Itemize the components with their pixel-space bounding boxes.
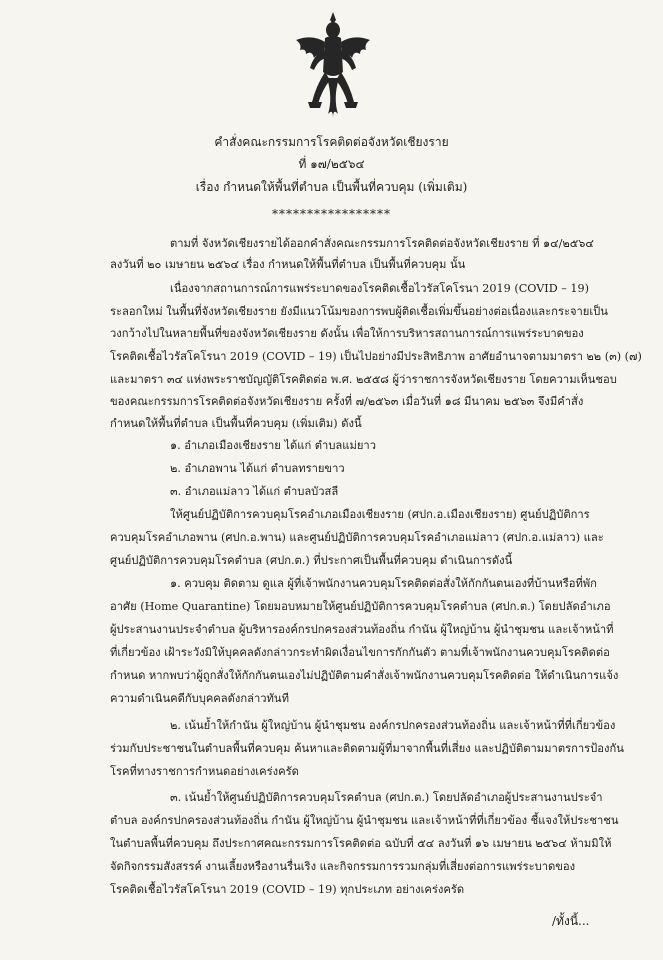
body-line: ระลอกใหม่ ในพื้นที่จังหวัดเชียงราย ยังมีแนวโน้มของการพบผู้ติดเชื้อเพิ่มขึ้นอย่างต่อเนื่องและกระจายเป็น (110, 305, 608, 318)
body-line: วงกว้างไปในหลายพื้นที่ของจังหวัดเชียงราย ดังนั้น เพื่อให้การบริหารสถานการณ์การแพร่ระบาดของ (110, 327, 584, 340)
body-line: ตามที่ จังหวัดเชียงรายได้ออกคำสั่งคณะกรรมการโรคติดต่อจังหวัดเชียงราย ที่ ๑๔/๒๕๖๔ (170, 237, 594, 250)
body-line: จัดกิจกรรมสังสรรค์ งานเลี้ยงหรืองานรื่นเริง และกิจกรรมการรวมกลุ่มที่เสี่ยงต่อการแพร่ระบาดของ (110, 860, 576, 873)
body-line: ศูนย์ปฏิบัติการควบคุมโรคตำบล (ศปก.ต.) ที่ประกาศเป็นพื้นที่ควบคุม ดำเนินการดังนี้ (110, 554, 513, 567)
body-line: กำหนดให้พื้นที่ตำบล เป็นพื้นที่ควบคุม (เพิ่มเติม) ดังนี้ (110, 417, 362, 430)
action-item: ๑. ควบคุม ติดตาม ดูแล ผู้ที่เจ้าพนักงานควบคุมโรคติดต่อสั่งให้กักกันตนเองที่บ้านหรือที่พัก (170, 577, 597, 590)
body-line: ลงวันที่ ๒๐ เมษายน ๒๕๖๔ เรื่อง กำหนดให้พื้นที่ตำบล เป็นพื้นที่ควบคุม นั้น (110, 258, 466, 271)
order-subject: เรื่อง กำหนดให้พื้นที่ตำบล เป็นพื้นที่ควบคุม (เพิ่มเติม) (195, 180, 468, 194)
district-item: ๓. อำเภอแม่ลาว ได้แก่ ตำบลบัวสลี (170, 485, 339, 498)
body-line: โรคติดเชื้อไวรัสโคโรนา 2019 (COVID – 19) ทุกประเภท อย่างเคร่งครัด (110, 883, 465, 896)
body-line: ความดำเนินคดีกับบุคคลดังกล่าวทันที (110, 692, 289, 705)
body-line: โรคที่ทางราชการกำหนดอย่างเคร่งครัด (110, 765, 299, 778)
body-line: อาศัย (Home Quarantine) โดยมอบหมายให้ศูนย์ปฏิบัติการควบคุมโรคตำบล (ศปก.ต.) โดยปลัดอำเภอ (110, 600, 611, 613)
district-item: ๒. อำเภอพาน ได้แก่ ตำบลทรายขาว (170, 462, 345, 475)
body-line: ผู้ประสานงานประจำตำบล ผู้บริหารองค์กรปกครองส่วนท้องถิ่น กำนัน ผู้ใหญ่บ้าน ผู้นำชุมชน และเจ้าหน้าที่ (110, 623, 614, 636)
body-line: ร่วมกับประชาชนในตำบลพื้นที่ควบคุม ค้นหาและติดตามผู้ที่มาจากพื้นที่เสี่ยง และปฏิบัติตามมาตรการป้องกัน (110, 742, 624, 755)
action-item: ๒. เน้นย้ำให้กำนัน ผู้ใหญ่บ้าน ผู้นำชุมชน องค์กรปกครองส่วนท้องถิ่น และเจ้าหน้าที่ที่เกี่ยวข้อง (170, 719, 616, 732)
action-item: ๓. เน้นย้ำให้ศูนย์ปฏิบัติการควบคุมโรคตำบล (ศปก.ต.) โดยปลัดอำเภอผู้ประสานงานประจำ (170, 791, 603, 804)
body-line: ให้ศูนย์ปฏิบัติการควบคุมโรคอำเภอเมืองเชียงราย (ศปก.อ.เมืองเชียงราย) ศูนย์ปฏิบัติการ (170, 508, 590, 521)
body-line: กำหนด หากพบว่าผู้ถูกสั่งให้กักกันตนเองไม่ปฏิบัติตามคำสั่งเจ้าพนักงานควบคุมโรคติดต่อ ให้ดำเนินการแจ้ง (110, 669, 619, 682)
body-line: และมาตรา ๓๔ แห่งพระราชบัญญัติโรคติดต่อ พ.ศ. ๒๕๕๘ ผู้ว่าราชการจังหวัดเชียงราย โดยความเห็นชอบ (110, 373, 617, 386)
body-line: ควบคุมโรคอำเภอพาน (ศปก.อ.พาน) และศูนย์ปฏิบัติการควบคุมโรคอำเภอแม่ลาว (ศปก.อ.แม่ลาว) และ (110, 531, 604, 544)
body-line: เนื่องจากสถานการณ์การแพร่ระบาดของโรคติดเชื้อไวรัสโคโรนา 2019 (COVID – 19) (170, 282, 590, 295)
garuda-emblem (292, 10, 374, 120)
body-line: โรคติดเชื้อไวรัสโคโรนา 2019 (COVID – 19) เป็นไปอย่างมีประสิทธิภาพ อาศัยอำนาจตามมาตรา ๒๒ (๓) (๗) (110, 350, 642, 363)
divider-stars: ***************** (272, 207, 391, 221)
district-item: ๑. อำเภอเมืองเชียงราย ได้แก่ ตำบลแม่ยาว (170, 439, 376, 452)
order-title: คำสั่งคณะกรรมการโรคติดต่อจังหวัดเชียงราย (214, 135, 449, 149)
body-line: ที่เกี่ยวข้อง เฝ้าระวังมิให้บุคคลดังกล่าวกระทำผิดเงื่อนไขการกักกันตัว ตามที่เจ้าพนักงานควบคุมโรคติดต่อ (110, 646, 610, 659)
body-line: ตำบล องค์กรปกครองส่วนท้องถิ่น กำนัน ผู้ใหญ่บ้าน ผู้นำชุมชน และเจ้าหน้าที่ที่เกี่ยวข้อง ชี้แจงให้ประชาชน (110, 814, 619, 827)
body-line: ในตำบลพื้นที่ควบคุม ถึงประกาศคณะกรรมการโรคติดต่อ ฉบับที่ ๕๔ ลงวันที่ ๑๖ เมษายน ๒๕๖๔ ห้ามมิให้ (110, 837, 612, 850)
continuation-note: /ทั้งนี้... (552, 914, 590, 928)
body-line: ของคณะกรรมการโรคติดต่อจังหวัดเชียงราย ครั้งที่ ๗/๒๕๖๓ เมื่อวันที่ ๑๘ มีนาคม ๒๕๖๓ จึงมีคำสั่ง (110, 395, 584, 408)
order-number: ที่ ๑๗/๒๕๖๔ (298, 157, 365, 171)
